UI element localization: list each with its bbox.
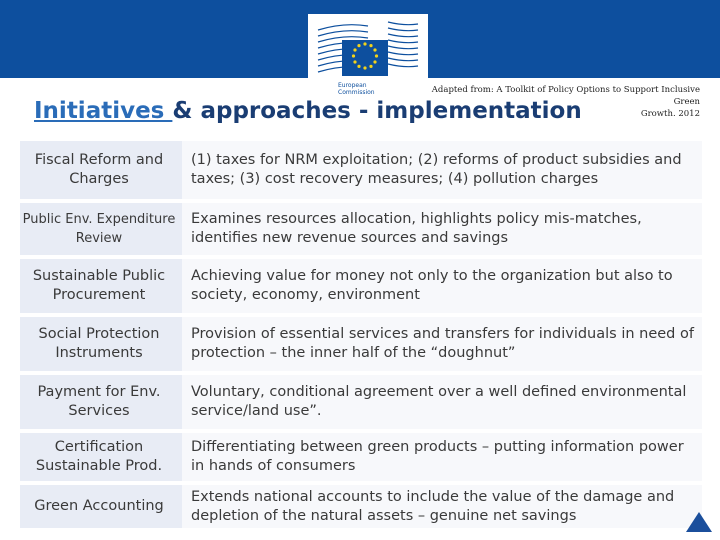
title-rest: & approaches - implementation	[172, 98, 582, 124]
table-row	[20, 203, 702, 255]
row-description-cell	[182, 485, 702, 528]
source-line1: Adapted from: A Toolkit of Policy Options to Support Inclusive Green	[431, 85, 700, 107]
row-description: Voluntary, conditional agreement over a well defined environmental service/land use”.	[191, 384, 687, 419]
row-description: Provision of essential services and transfers for individuals in need of protection – the inner half of the “doughnut”	[191, 326, 694, 361]
logo-building-graphic	[314, 16, 422, 84]
row-label: Certification Sustainable Prod.	[35, 439, 163, 474]
row-description-cell	[182, 141, 702, 199]
row-description-cell	[182, 433, 702, 481]
logo-line1: European	[338, 82, 367, 89]
row-description: Extends national accounts to include the value of the damage and depletion of the natural assets – genuine net savings	[191, 488, 675, 524]
table-row	[20, 433, 702, 481]
logo-wordmark	[338, 82, 375, 96]
row-description-cell	[182, 203, 702, 255]
row-label: Fiscal Reform and Charges	[34, 152, 164, 187]
source-line2: Growth. 2012	[640, 109, 700, 119]
row-description-cell	[182, 375, 702, 429]
row-description: Differentiating between green products – putting information power in hands of consumers	[191, 439, 684, 474]
up-arrow-icon[interactable]	[686, 512, 712, 532]
row-description-cell	[182, 317, 702, 371]
row-label: Social Protection Instruments	[38, 326, 160, 361]
row-description: Achieving value for money not only to the organization but also to society, economy, environment	[191, 268, 673, 303]
row-label: Public Env. Expenditure Review	[22, 212, 176, 246]
table-row	[20, 141, 702, 199]
row-description: (1) taxes for NRM exploitation; (2) reforms of product subsidies and taxes; (3) cost recovery measures; (4) pollution charges	[191, 152, 682, 187]
row-description-cell	[182, 259, 702, 313]
table-row	[20, 259, 702, 313]
row-label: Green Accounting	[34, 498, 164, 514]
table-row	[20, 317, 702, 371]
european-commission-logo	[308, 14, 428, 100]
row-label: Sustainable Public Procurement	[32, 268, 166, 303]
table-row	[20, 485, 702, 528]
logo-line2: Commission	[338, 89, 375, 96]
title-link[interactable]: Initiatives	[34, 98, 173, 124]
page-title	[34, 98, 582, 124]
table-row	[20, 375, 702, 429]
row-description: Examines resources allocation, highlights policy mis-matches, identifies new revenue sources and savings	[191, 211, 642, 246]
row-label: Payment for Env. Services	[37, 384, 161, 419]
